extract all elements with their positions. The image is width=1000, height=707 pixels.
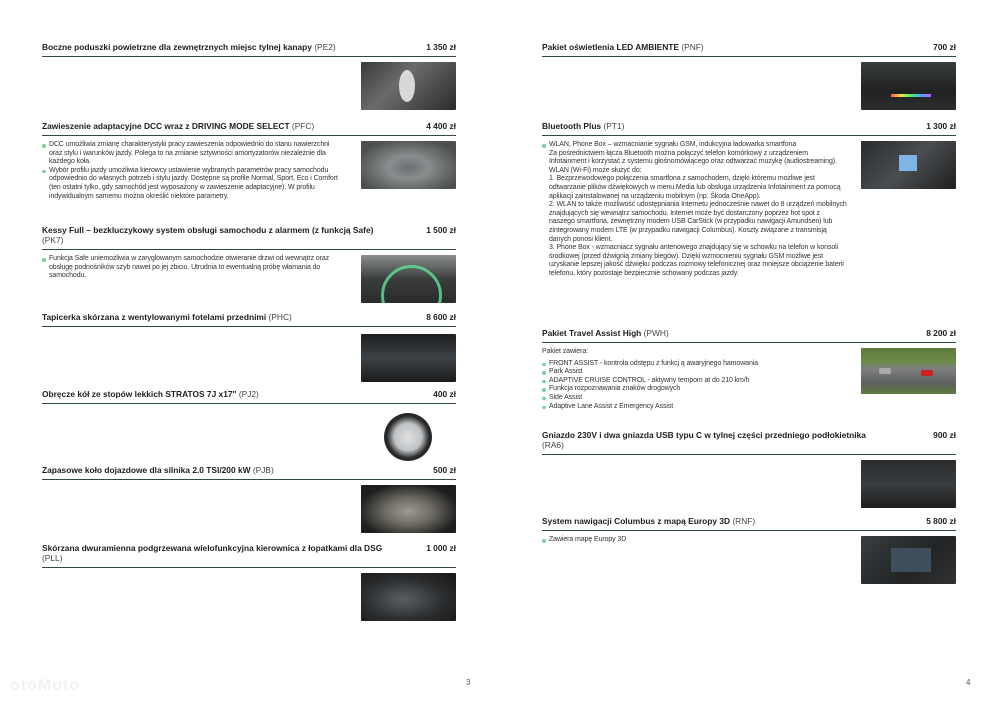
option-leather-ventilated-seats (42, 312, 456, 390)
option-title: Kessy Full – bezkluczykowy system obsługi samochodu z alarmem (z funkcją Safe) (42, 225, 374, 235)
option-price: 900 zł (933, 430, 956, 440)
phone-box-photo (861, 141, 956, 189)
option-kessy-full (42, 225, 456, 281)
paragraph: Za pośrednictwem łącza Bluetooth można połączyć telefon komórkowy z urządzeniem Infotainment i korzystać z systemu głośnomówiącego oraz odtwarzać muzykę (audiostreaming). (549, 149, 837, 166)
bullet: WLAN, Phone Box – wzmacnianie sygnału GSM, indukcyjna ładowarka smartfona (542, 141, 847, 150)
option-code: (PJB) (252, 465, 274, 475)
option-price: 500 zł (433, 465, 456, 475)
option-title: Obręcze kół ze stopów lekkich STRATOS 7J x17" (42, 389, 237, 399)
option-columbus-navigation (542, 516, 956, 545)
bullet: Funkcja rozpoznawania znaków drogowych (542, 385, 842, 394)
option-title: Skórzana dwuramienna podgrzewana wielofunkcyjna kierownica z łopatkami dla DSG (42, 543, 383, 553)
option-stratos-wheels (42, 389, 456, 409)
option-code: (PE2) (314, 42, 336, 52)
option-price: 700 zł (933, 42, 956, 52)
bullet: ADAPTIVE CRUISE CONTROL - aktywny tempom at do 210 km/h (542, 377, 842, 386)
option-code: (PK7) (42, 235, 64, 245)
option-code: (RA6) (542, 440, 564, 450)
option-title: Zawieszenie adaptacyjne DCC wraz z DRIVING MODE SELECT (42, 121, 290, 131)
page-4 (500, 0, 1000, 707)
steering-wheel-photo (361, 573, 456, 621)
option-code: (PHC) (268, 312, 292, 322)
bullet: Adaptive Lane Assist z Emergency Assist (542, 403, 842, 412)
option-code: (PLL) (42, 553, 63, 563)
option-price: 8 200 zł (926, 328, 956, 338)
paragraph: 3. Phone Box - wzmacniacz sygnału antenowego znajdujący się w schowku na telefon w konsoli środkowej (przed dźwignią zmiany biegów). Dzięki wzmocnieniu sygnału GSM możliwe jest uzyskanie lepszej jakość dźwięku podczas rozmowy telefonicznej oraz mniejsze obciążenie baterii telefonu, który pozostaje bezpiecznie schowany podczas jazdy. (549, 244, 844, 277)
ventilated-seats-controls-photo (361, 334, 456, 382)
option-adaptive-suspension (42, 121, 456, 201)
option-code: (PNF) (681, 42, 704, 52)
ambient-lighting-photo (861, 62, 956, 110)
option-price: 1 000 zł (426, 543, 456, 553)
option-title: Pakiet oświetlenia LED AMBIENTE (542, 42, 679, 52)
rear-sockets-photo (861, 460, 956, 508)
option-title: System nawigacji Columbus z mapą Europy 3D (542, 516, 731, 526)
option-price: 1 300 zł (926, 121, 956, 131)
navigation-screen-photo (861, 536, 956, 584)
option-title: Pakiet Travel Assist High (542, 328, 642, 338)
stratos-wheel-photo (384, 413, 432, 461)
bullet: Wybór profilu jazdy umożliwia kierowcy ustawienie wybranych parametrów pracy samochodu odpowiednio do własnych potrzeb i stylu jazdy. Dostępne są profile Normal, Sport, Eco i Comfort (ten ostatni tylko, gdy samochód jest wyposażony w zawieszenie adaptacyjne). W profilu indywidualnym samemu można określić niektóre parametry. (42, 167, 342, 201)
spare-wheel-photo (361, 485, 456, 533)
option-travel-assist-high (542, 328, 956, 411)
option-spare-wheel (42, 465, 456, 485)
bullet: Zawiera mapę Europy 3D (542, 536, 842, 545)
bullet: DCC umożliwia zmianę charakterystyki pracy zawieszenia odpowiednio do stanu nawierzchni oraz stylu i warunków jazdy. Polega to na zmianie sztywności amortyzatorów niezależnie dla każdego koła. (42, 141, 342, 167)
option-title: Tapicerka skórzana z wentylowanymi fotelami przednimi (42, 312, 267, 322)
bullet: Funkcja Safe uniemożliwia w zaryglowanym samochodzie otwieranie drzwi od wewnątrz oraz obsługę podnośników szyb nawet po jej zbiciu. Utrudnia to ewentualną próbę włamania do samochodu. (42, 255, 342, 281)
option-bluetooth-plus (542, 121, 956, 279)
option-title: Bluetooth Plus (542, 121, 602, 131)
option-title: Zapasowe koło dojazdowe dla silnika 2.0 TSI/200 kW (42, 465, 251, 475)
option-code: (PFC) (291, 121, 315, 131)
option-230v-usb-c-sockets (542, 430, 956, 460)
option-price: 8 600 zł (426, 312, 456, 322)
bullet: Park Assist (542, 368, 842, 377)
adaptive-suspension-photo (361, 141, 456, 189)
kessy-alarm-photo (361, 255, 456, 303)
option-price: 1 500 zł (426, 225, 456, 235)
option-price: 4 400 zł (426, 121, 456, 131)
option-steering-wheel (42, 543, 456, 573)
option-title: Boczne poduszki powietrzne dla zewnętrznych miejsc tylnej kanapy (42, 42, 312, 52)
rear-airbag-photo (361, 62, 456, 110)
paragraph: 1. Bezprzewodowego połączenia smartfona z samochodem, dzięki któremu możliwe jest odtwarzanie plików dźwiękowych w menu Media lub obsługa urządzenia Infotainment za pomocą aplikacji zainstalowanej na urządzeniu mobilnym (np. Škoda OneApp). (549, 175, 841, 200)
option-code: (RNF) (732, 516, 756, 526)
option-price: 5 800 zł (926, 516, 956, 526)
travel-assist-photo (861, 348, 956, 394)
paragraph: WLAN (Wi-Fi) może służyć do: (549, 166, 642, 174)
page-number: 4 (966, 678, 971, 687)
option-rear-airbags (42, 42, 456, 62)
option-code: (PT1) (603, 121, 625, 131)
option-led-ambiente (542, 42, 956, 62)
option-code: (PWH) (643, 328, 669, 338)
option-price: 400 zł (433, 389, 456, 399)
intro-text: Pakiet zawiera: (542, 348, 588, 355)
option-code: (PJ2) (238, 389, 259, 399)
bullet: FRONT ASSIST - kontrola odstępu z funkcj ą awaryjnego hamowania (542, 360, 842, 369)
bullet: Side Assist (542, 394, 842, 403)
page-number: 3 (466, 678, 471, 687)
paragraph: 2. WLAN to także możliwość udostępniania Internetu jednocześnie nawet do 8 urządzeń mobilnych znajdujących się wewnątrz samochodu. Internet może być dostarczony poprzez hot spot z naszego smartfona, zewnętrzny modem USB CarStick (w przypadku nawigacji Amundsen) lub zintegrowany modem LTE (w przypadku nawigacji Columbus). Koszty związane z transmisją danych ponosi klient. (549, 201, 847, 243)
option-title: Gniazdo 230V i dwa gniazda USB typu C w tylnej części przedniego podłokietnika (542, 430, 866, 440)
option-price: 1 350 zł (426, 42, 456, 52)
watermark: otoMoto (10, 677, 81, 694)
